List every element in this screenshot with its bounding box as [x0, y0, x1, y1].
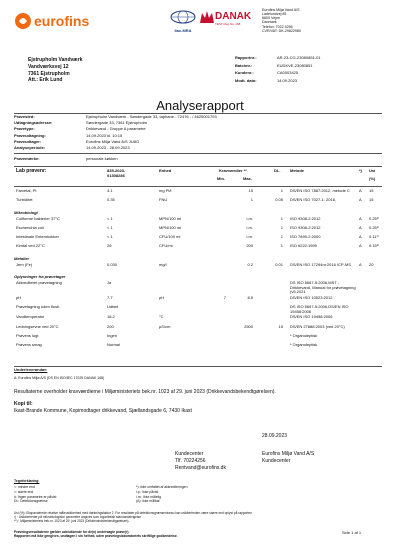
contact-right-line: Eurofins Miljø Vand A/S: [262, 451, 315, 457]
cell-dl: 0.01: [275, 261, 283, 267]
legend-left: [14, 485, 56, 504]
contact-left: [175, 451, 226, 472]
cell-value: 200: [107, 323, 114, 329]
col-sampleno: 835-2023- 01308286: [107, 168, 126, 178]
info-value: 14.09.2023 - 28.09.2023: [86, 144, 130, 150]
table-row: [14, 281, 382, 296]
table-row: [14, 263, 382, 272]
cell-unit: mg Pt/l: [159, 188, 172, 193]
cell-uncertainty: 20: [369, 261, 374, 267]
cell-method: DS/EN ISO 17294m:2016 ICP-MS: [290, 261, 351, 267]
cell-subcontractor: A: [359, 234, 362, 240]
cell-value: 0.030: [107, 261, 118, 267]
info-row: [14, 146, 382, 152]
meta-label: Batchnr.:: [235, 62, 253, 68]
table-row: [14, 198, 382, 207]
footnotes: [14, 511, 386, 523]
cell-unit: MPN/100 ml: [159, 215, 182, 221]
sign-date: 28.09.2023: [262, 433, 288, 439]
info-label: Prøvetype:: [14, 126, 35, 132]
table-row: [14, 217, 382, 226]
cell-method: DS ISO 5667-5:2006,MST - Drikkevand, Manual for prøvetagning (v5.2021: [290, 280, 356, 295]
cell-value: Udført: [107, 304, 119, 310]
cell-max: 15: [248, 188, 253, 193]
ilac-logo: [170, 10, 196, 33]
footnote-line: ¹) : Usikkerheder på mikrobiologiske parametre angives som logaritmisk standardafvigelse: [14, 515, 142, 520]
recipient-line: Vandværksvej 12: [28, 63, 69, 70]
table-row: [14, 325, 382, 334]
cell-dl: 1: [280, 243, 283, 249]
cell-value: 4.1: [107, 188, 113, 193]
sample-label: Prøvemærke:: [14, 156, 40, 161]
meta-label: Kundenr.:: [235, 70, 254, 75]
table-header: [14, 168, 382, 186]
col-min: Min.: [217, 176, 225, 181]
meta-value: AR-23-CG-23080851-01: [277, 55, 321, 60]
contact-right: [262, 451, 314, 465]
cell-subcontractor: A: [359, 261, 362, 267]
legend-item: >: større end: [14, 489, 34, 494]
lab-address: [262, 8, 382, 33]
cell-max: i.m.: [246, 234, 253, 240]
cell-subcontractor: A: [359, 224, 362, 230]
cell-name: Akkrediteret prøvetagning: [16, 280, 62, 286]
recipient-line: Att.: Erik Lund: [28, 77, 63, 84]
info-label: Prøvested:: [14, 114, 35, 119]
cell-dl: 0.05: [275, 197, 283, 203]
cell-method: DS/EN ISO 7027-1: 2016,: [290, 197, 337, 203]
cell-method: ISO 9308-2:2012: [290, 215, 321, 221]
cell-subcontractor: A: [359, 197, 362, 203]
legend-item: i.p.: ikke påvist: [136, 489, 159, 494]
col-note: *): [359, 168, 362, 173]
cell-name: Ledningsevne ved 20°C: [16, 323, 59, 329]
cell-name: Prøvetagning uden flush: [16, 304, 60, 310]
ilac-globe-icon: [170, 10, 196, 24]
cell-method: ISO 7899-2:2000: [290, 234, 321, 240]
eurofins-logo-text: eurofins: [34, 13, 90, 29]
legend-item: #: Ingen parametre er påvist: [14, 494, 57, 499]
table-row: [14, 226, 382, 235]
cell-dl: 1: [280, 234, 283, 240]
col-req: Kravværdier **: [219, 168, 247, 173]
cell-value: 18.2: [107, 314, 115, 320]
cell-name: Intestinale Enterokokker: [16, 234, 59, 240]
cell-unit: FNU: [159, 197, 168, 203]
meta-value: EUDKVE-23080851: [277, 62, 313, 68]
info-value: Ejstrupholm Vandværk - Søndergade 33, taphane - 72476 - / 4625001793: [86, 114, 217, 119]
legend-item: *): ikke omfattet af akkrediteringen: [136, 485, 188, 489]
subcontractor-text: A: Eurofins Miljø A/S (DS EN ISO/IEC 17025 DANAK 168): [14, 376, 105, 380]
cell-max: 8.5: [247, 295, 253, 301]
cell-name: Coliforme bakterier 37°C: [16, 215, 60, 221]
cell-method: DS/EN ISO 7887:2012, metode C: [290, 188, 350, 193]
info-value: 14.09.2023 kl. 10:15: [86, 132, 123, 138]
cell-value: 26: [107, 243, 112, 249]
footer-bold-line: Rapporten må ikke gengives, undtagen i sin helhed, uden prøvningslaboratoriets skriftlige godkendelse.: [14, 534, 178, 539]
cell-max: 0.2: [247, 261, 253, 267]
subcontractors-label: Underleverandør:: [14, 367, 48, 372]
cell-method: DS/EN 27888:2003 (ved 20°C): [290, 323, 345, 329]
danak-logo: [200, 11, 252, 33]
meta-value: CA0003425: [277, 70, 299, 75]
lab-address-line: Eurofins Miljø Vand A/S: [262, 8, 300, 12]
cell-uncertainty: 0.15¹⁾: [369, 243, 380, 249]
section-header: [14, 209, 382, 217]
page-number: Side 1 af 1: [342, 530, 362, 535]
info-value: Drikkevand - Gruppe A parametre: [86, 126, 146, 132]
info-value: Søndergade 33, 7361 Ejstrupholm: [86, 120, 147, 126]
recipient-address: [28, 57, 82, 84]
cell-dl: 1: [280, 215, 283, 221]
copy-label: Kopi til:: [14, 401, 33, 407]
danak-label: DANAK: [215, 11, 252, 22]
cell-subcontractor: A: [359, 243, 362, 249]
section-title: Mikrobiologi: [14, 209, 38, 215]
cell-name: Farvetal, Pt: [16, 188, 37, 193]
recipient-line: 7361 Ejstrupholm: [28, 70, 70, 77]
meta-row: [235, 64, 385, 72]
page-title: Analyserapport: [156, 98, 244, 113]
meta-label: Modt. dato:: [235, 77, 257, 83]
cell-name: Escherichia coli: [16, 224, 44, 230]
meta-label: Rapportnr.:: [235, 55, 257, 60]
cell-name: Kimtal ved 22°C: [16, 243, 45, 249]
contact-left-line: Rentvand@eurofins.dk: [175, 465, 226, 471]
meta-row: [235, 71, 385, 79]
cell-uncertainty: 0.11¹⁾: [369, 234, 379, 240]
recipient-line: Ejstrupholm Vandværk: [28, 57, 83, 63]
cell-unit: µS/cm: [159, 323, 171, 329]
cell-value: < 1: [107, 234, 113, 240]
cell-unit: pH: [159, 295, 165, 301]
lab-address-line: 6600 Vejen: [262, 16, 280, 21]
eurofins-logo-icon: [14, 12, 32, 30]
cell-name: Turbiditet: [16, 197, 33, 203]
cell-method: ISO 9308-2:2012: [290, 224, 321, 230]
cell-method: * Organoleptisk: [290, 332, 318, 338]
cell-uncertainty: 15: [369, 197, 374, 203]
meta-row: [235, 79, 385, 87]
info-block: [14, 115, 382, 152]
info-label: Prøveudtager:: [14, 138, 42, 144]
lab-address-line: Telefon: 7022 4256: [262, 24, 293, 29]
cell-name: Prøvens lugt: [16, 332, 39, 338]
col-method: Metode: [290, 168, 304, 173]
cell-dl: 1: [280, 188, 283, 193]
lab-address-line: CVR/VAT: DK-29822980: [262, 28, 301, 33]
col-dl: DL.: [274, 168, 281, 173]
table-row: [14, 334, 382, 343]
cell-max: 2500: [244, 323, 253, 329]
danak-sublabel: TEST Reg.No. 168: [215, 22, 241, 26]
cell-value: 7.7: [107, 295, 113, 301]
contact-right-line: Kundecenter: [262, 458, 291, 464]
legend-title: Tegnforklaring:: [14, 479, 40, 483]
info-value: Eurofins Miljø Vand A/S JU8G: [86, 138, 140, 144]
cell-value: 0.35: [107, 197, 115, 203]
cell-method: * Organoleptisk: [290, 342, 318, 348]
table-row: [14, 343, 382, 352]
cell-value: < 1: [107, 224, 113, 230]
cell-method: ISO 6222:1999: [290, 243, 317, 249]
col-uncert: Usi: [369, 168, 376, 173]
cell-name: Vandtemperatur: [16, 314, 45, 320]
cell-subcontractor: A: [359, 215, 362, 221]
legend-item: (A): ikke målbar: [136, 499, 160, 504]
copy-text: Ikast-Brande Kommune, Kopimodtager drikkevand, Sjællandsgade 6, 7430 Ikast: [14, 408, 192, 414]
section-title: Metaller: [14, 255, 30, 261]
cell-uncertainty: 0.25¹⁾: [369, 215, 380, 221]
meta-value: 14.09.2023: [277, 77, 298, 83]
cell-unit: MPN/100 ml: [159, 224, 182, 230]
ilac-label: ilac-MRA: [174, 28, 192, 33]
info-label: Analyseperiode:: [14, 144, 46, 150]
contact-left-line: Tlf. 70224256: [175, 458, 206, 464]
danak-crown-icon: [200, 11, 214, 23]
cell-value: Ingen: [107, 332, 118, 338]
footer-bold: [14, 530, 344, 539]
cell-method: DS/EN ISO 10523:2012: [290, 295, 333, 301]
col-uncert2: (%): [369, 176, 376, 181]
conclusion-text: Resultaterne overholder kravværdierne i Miljøministeriets bek.nr. 1023 af 29. juni 2023 (Drikkevandsbekendtgørelsen).: [14, 389, 276, 395]
legend-item: <: mindre end: [14, 485, 35, 489]
info-label: Udtagningsadresse:: [14, 120, 53, 126]
contact-left-line: Kundecenter: [175, 451, 204, 457]
cell-dl: 1: [280, 224, 283, 230]
cell-unit: mg/l: [159, 261, 167, 267]
col-max: Max.: [243, 176, 252, 181]
results-table: [14, 189, 382, 353]
cell-method: DS ISO 5667-5:2006,DS/EN ISO 19458:2006: [290, 304, 349, 314]
cell-name: Prøvens smag: [16, 342, 42, 348]
footnote-line: Usi (%): Ekspanderede relative måleusikkerhed med dækningsfaktor 2. For resultater på detektionsgrænseniveau kan usikkerheden være større end oplyst på rapporten.: [14, 511, 253, 515]
cell-name: Jern (Fe): [16, 261, 33, 267]
lab-address-line: Ladelundvej 85: [262, 12, 287, 17]
cell-min: 7: [223, 295, 226, 301]
footer-bold-line: Prøvningsresultaterne gælder udelukkende for de(n) undersøgte prøve(r).: [14, 530, 130, 534]
legend-item: DL: Detektionsgrænse: [14, 499, 48, 504]
info-label: Prøveudtagning:: [14, 132, 46, 138]
lab-address-line: Danmark: [262, 20, 277, 25]
report-meta: [235, 56, 385, 86]
footnote-line: **) : Miljøministeriets bek.nr. 1023 af 29. juni 2023 (Drikkevandsbekendtgørelsen).: [14, 519, 130, 524]
table-row: [14, 235, 382, 244]
cell-value: Ja: [107, 280, 112, 286]
cell-name: pH: [16, 295, 22, 301]
table-row: [14, 244, 382, 253]
cell-uncertainty: 0.25¹⁾: [369, 224, 380, 230]
cell-unit: CFU/ml: [159, 243, 173, 249]
sample-value: personale køkken: [86, 156, 118, 161]
cell-uncertainty: 15: [369, 188, 374, 193]
col-lab: Lab prøvenr:: [16, 168, 47, 174]
legend-right: [136, 485, 187, 504]
cell-unit: °C: [159, 314, 164, 320]
cell-value: Normal: [107, 342, 120, 348]
cell-max: 200: [246, 243, 253, 249]
cell-value: < 1: [107, 215, 113, 221]
cell-unit: CFU/100 ml: [159, 234, 181, 240]
cell-method: DS/EN ISO 19458:2006: [290, 314, 333, 320]
section-title: Oplysninger fra prøvetager: [14, 274, 66, 280]
cell-max: i.m.: [246, 215, 253, 221]
col-unit: Enhed: [159, 168, 172, 173]
cell-dl: 15: [278, 323, 283, 329]
cell-subcontractor: A: [359, 188, 362, 193]
legend-item: i.m.: ikke målelig: [136, 494, 162, 499]
cell-max: i.m.: [246, 224, 253, 230]
cell-max: 1: [250, 197, 253, 203]
